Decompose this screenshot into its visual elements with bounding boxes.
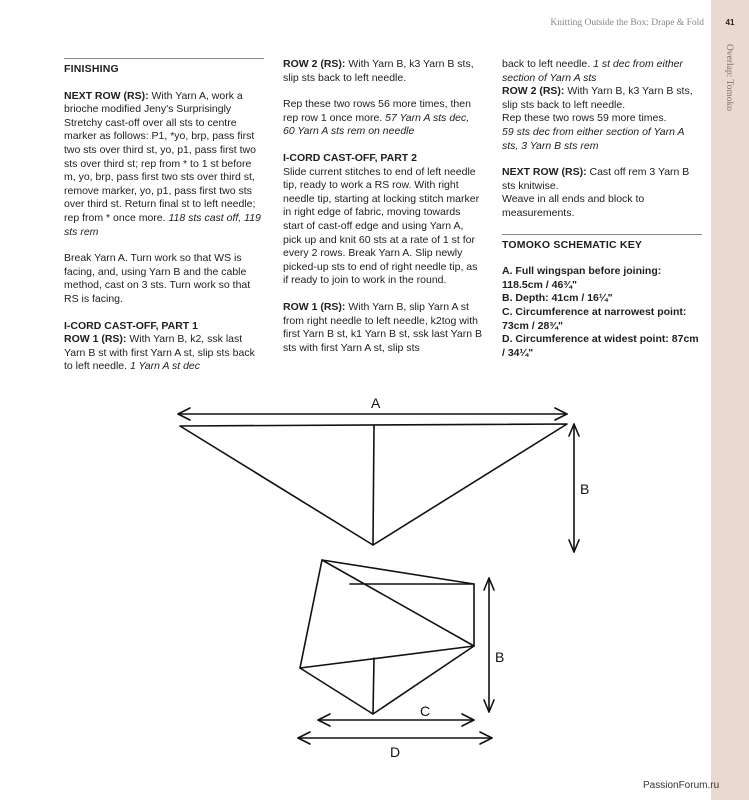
schematic-key-heading: TOMOKO SCHEMATIC KEY [502,238,643,251]
schematic-key-list [502,265,702,360]
instruction-label: ROW 2 (RS): [283,58,346,70]
text-column-2 [283,58,483,368]
folded-outline [300,560,474,714]
arrowhead [178,408,190,420]
label-d: D [390,744,401,760]
cast-off-instruction [502,166,702,220]
instruction-text: Slide current stitches to end of left needle tip, ready to work a RS row. With right needle tip, starting at locking stitch marker in right edge of fabric, moving towards start of cast-off edge and using Yarn A, pick up and knit 60 sts at a rate of 1 st for every 2 rows. Break Yarn A. Slip newly picked-up sts to end of right needle tip, as if ready to join to work in the round. [283,165,480,287]
instruction-note: 1 st dec from either section of Yarn A sts [502,58,683,84]
text-column-3 [502,58,702,360]
arrowhead [298,732,310,744]
fold-line [322,560,474,646]
break-yarn-paragraph: Break Yarn A. Turn work so that WS is facing, and, using Yarn B and the cable method, cast on 3 sts. Turn work so that RS is facing. [64,252,251,305]
sidebar-title: Overlap: Tomoko [724,44,734,111]
label-c: C [420,703,431,719]
instruction-label: ROW 1 (RS): [283,300,346,313]
instruction-note: 1 Yarn A st dec [129,360,201,373]
instruction-note: 57 Yarn A sts dec, 60 Yarn A sts rem on needle [283,111,470,138]
instruction-note: 118 sts cast off, 119 sts rem [64,211,261,238]
watermark: PassionForum.ru [643,780,720,791]
section-rule [64,58,264,59]
instruction-text: Rep these two rows 56 more times, then rep row 1 once more. [283,98,471,124]
arrowhead [462,714,474,726]
instruction-label: ROW 2 (RS): [502,85,565,98]
icord-part1 [64,320,264,374]
arrowhead [569,424,579,436]
arrowhead [484,578,494,590]
label-a: A [371,395,381,411]
instruction-text: With Yarn B, slip Yarn A st from right needle to left needle, k2tog with first Yarn B st, k1 Yarn B st, ssk last Yarn B sts with first Yarn A st, slip sts [283,300,482,354]
repeat-paragraph [283,98,483,139]
arrowhead [318,714,330,726]
instruction-text: With Yarn A, work a brioche modified Jeny's Surprisingly Stretchy cast-off over all sts to centre marker as follows: P1, *yo, brp, pass first two sts over third st, yo, p1, pass first two sts over third st; rep from * to 1 st before m, yo, brp, pass first two sts over third st, remove marker, yo, p1, pass first two sts over third st. Return final st to left needle; rep from * once more. [64,89,256,224]
arrowhead [480,732,492,744]
finishing-heading: FINISHING [64,63,119,75]
label-b-bottom: B [495,649,505,665]
text-column-1 [64,58,264,387]
instruction-text: Cast off rem 3 Yarn B sts knitwise. [502,166,690,192]
next-row-instruction [64,90,264,240]
page-number: 41 [725,18,735,27]
continued-instruction [502,58,702,153]
icord-part2 [283,152,483,288]
instruction-label: NEXT ROW (RS): [64,89,149,102]
icord-part2-heading: I-CORD CAST-OFF, PART 2 [283,151,417,164]
running-header: Knitting Outside the Box: Drape & Fold [550,18,704,28]
instruction-label: NEXT ROW (RS): [502,166,587,179]
row1-instruction [283,301,483,355]
instruction-label: ROW 1 (RS): [64,333,127,346]
instruction-text: Rep these two rows 59 more times. [502,112,667,125]
label-b-top: B [580,481,590,497]
centre-line [373,425,374,545]
row2-instruction [283,58,483,85]
section-rule [502,234,702,235]
key-item: C. Circumference at narrowest point: 73cm / 28¾" [502,305,687,332]
arrowhead [569,540,579,552]
icord-part1-heading: I-CORD CAST-OFF, PART 1 [64,319,198,332]
instruction-text: back to left needle. [502,58,594,70]
arrowhead [555,408,567,420]
key-item: B. Depth: 41cm / 16¼" [502,292,613,305]
instruction-text: With Yarn B, k3 Yarn B sts, slip sts back to left needle. [502,85,693,111]
fold-line [300,646,474,668]
fold-line [373,658,374,714]
instruction-text: With Yarn B, k2, ssk last Yarn B st with first Yarn A st, slip sts back to left needle. [64,333,255,373]
key-item: D. Circumference at widest point: 87cm / 34¼" [502,333,699,359]
wingspan-triangle [180,424,567,545]
instruction-note: 59 sts dec from either section of Yarn A sts, 3 Yarn B sts rem [502,125,685,152]
key-item: A. Full wingspan before joining: 118.5cm / 46¾" [502,265,662,291]
instruction-text: Weave in all ends and block to measurements. [502,193,645,219]
arrowhead [484,700,494,712]
instruction-text: With Yarn B, k3 Yarn B sts, slip sts back to left needle. [283,58,474,84]
